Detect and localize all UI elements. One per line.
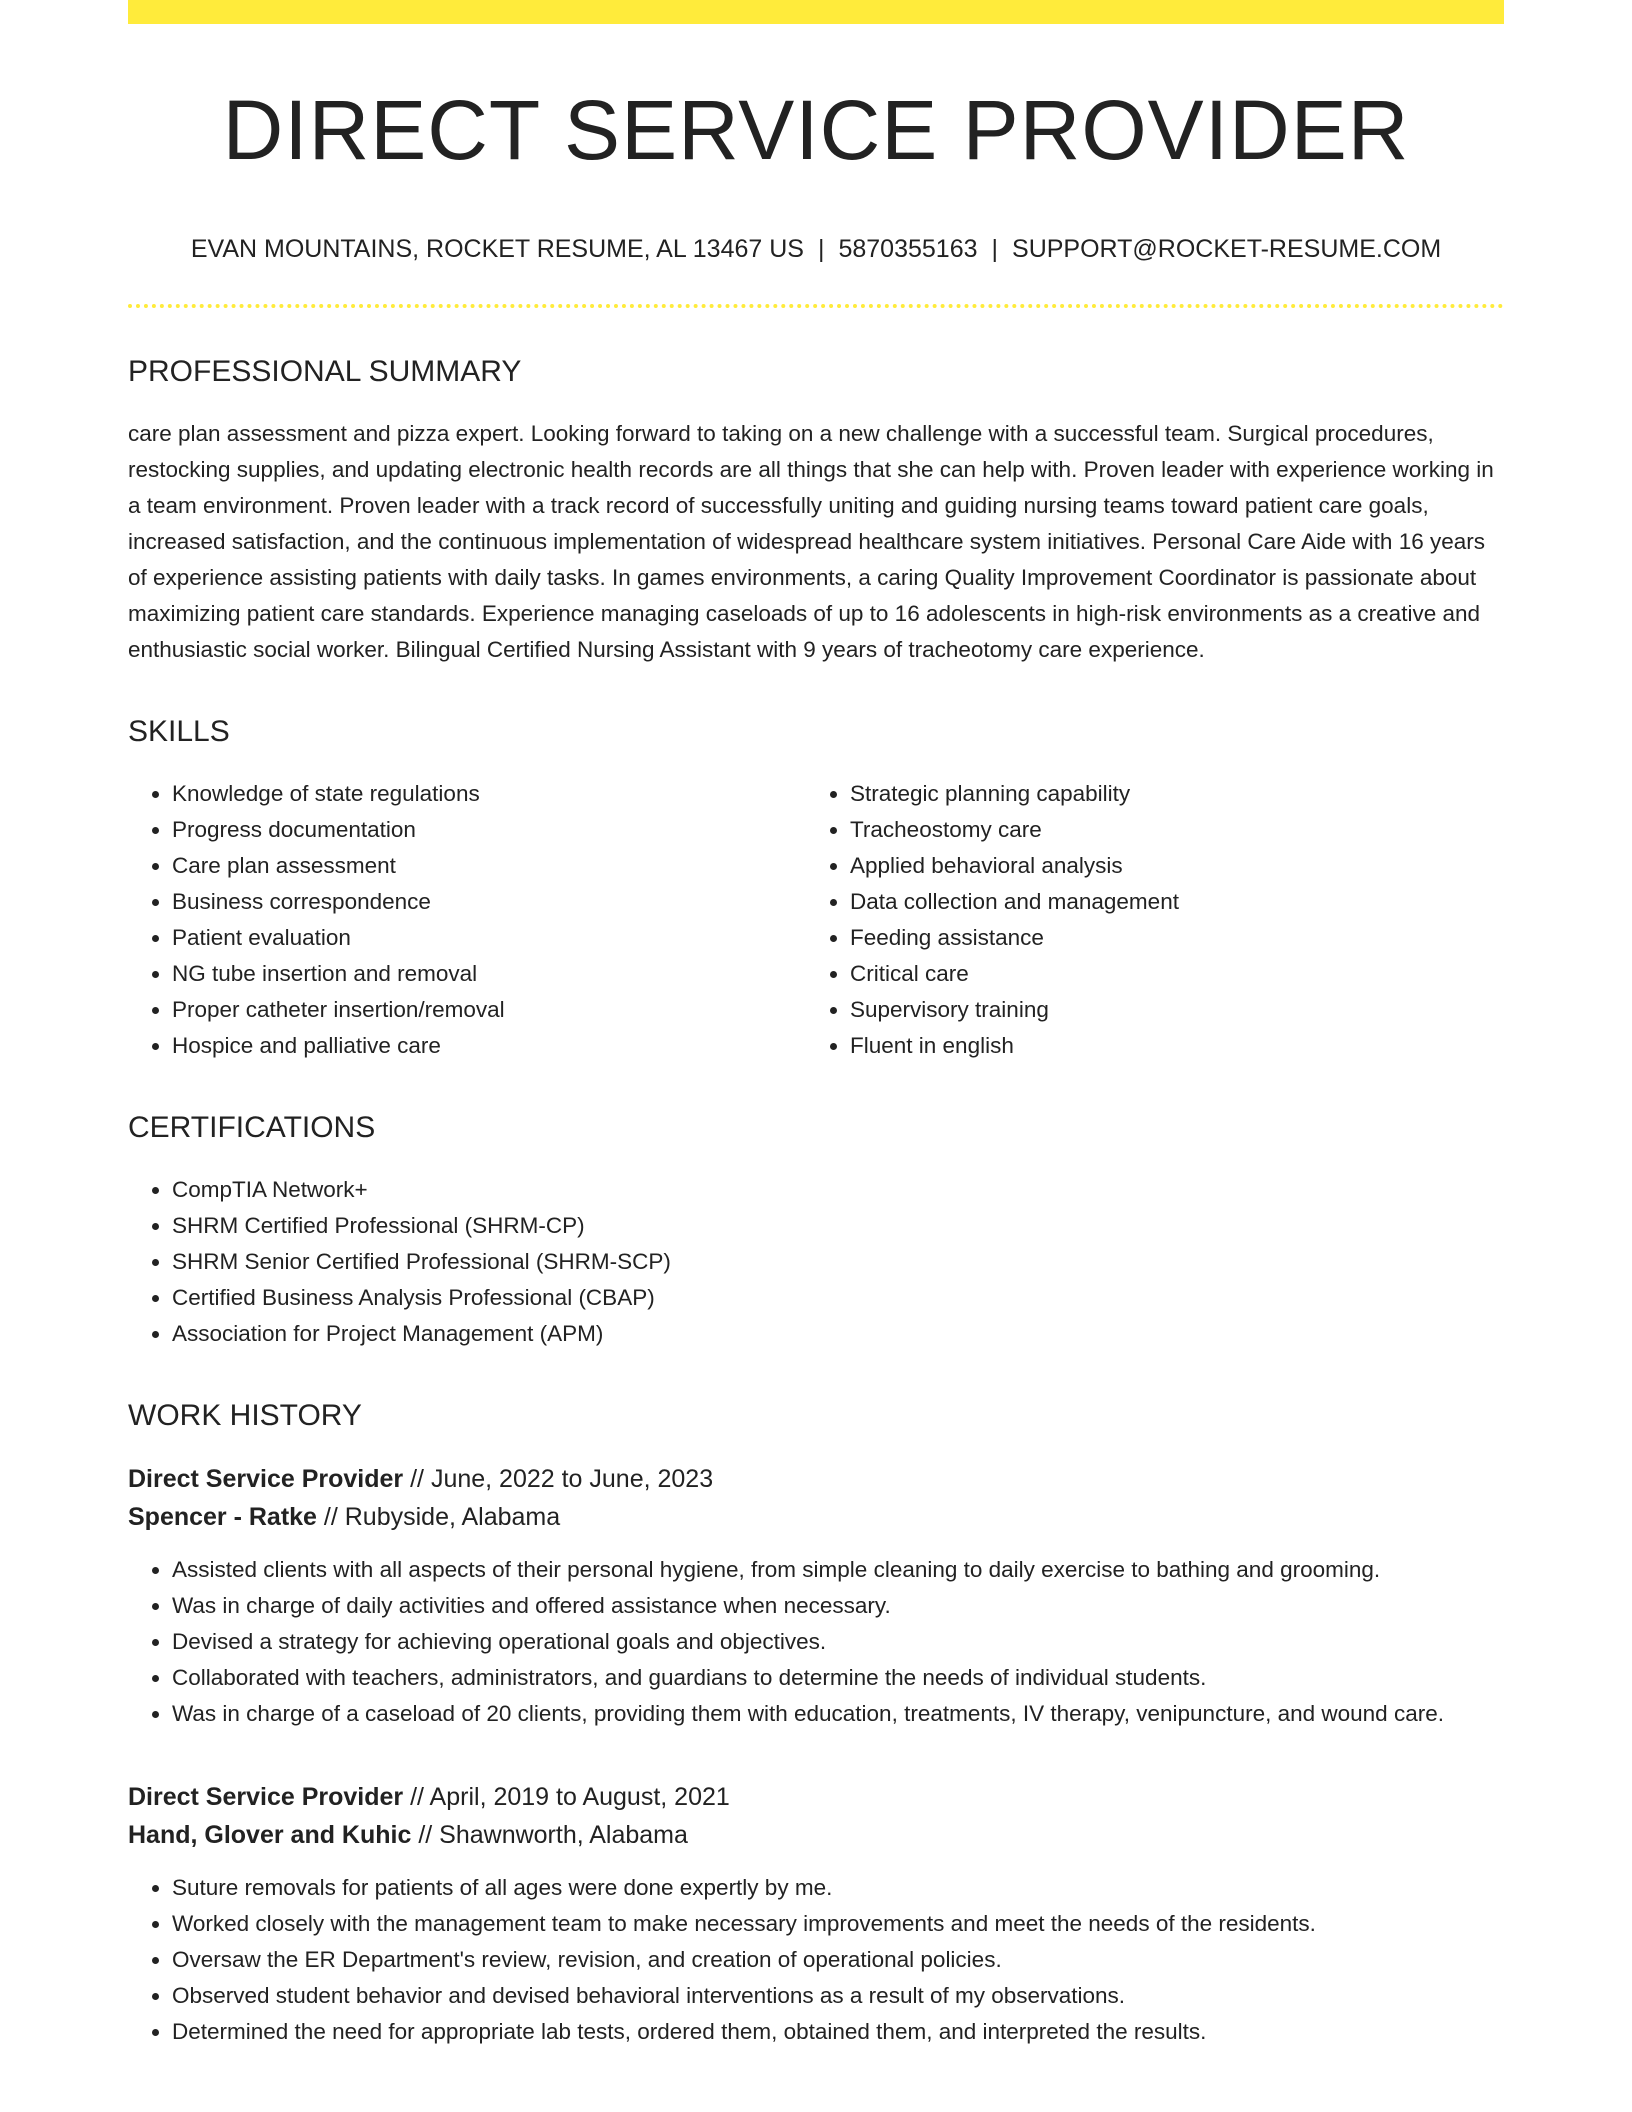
skill-item: • Tracheostomy care	[850, 812, 1484, 848]
job-duty-item: • Was in charge of daily activities and offered assistance when necessary.	[172, 1588, 1504, 1624]
job-duty-item: • Oversaw the ER Department's review, revision, and creation of operational policies.	[172, 1942, 1504, 1978]
certification-item: • CompTIA Network+	[172, 1172, 1504, 1208]
skills-column-right	[806, 776, 1484, 1064]
skills-list	[128, 776, 1504, 1064]
top-accent-bar	[128, 0, 1504, 24]
certifications-heading: CERTIFICATIONS	[128, 1110, 376, 1144]
job-title-line	[128, 1460, 1504, 1498]
skill-item: • Fluent in english	[850, 1028, 1484, 1064]
job-duty-item: • Assisted clients with all aspects of their personal hygiene, from simple cleaning to daily exercise to bathing and grooming.	[172, 1552, 1504, 1588]
skill-item: • NG tube insertion and removal	[172, 956, 806, 992]
skill-item: • Business correspondence	[172, 884, 806, 920]
job-entry	[128, 1460, 1504, 1732]
certification-item: • Certified Business Analysis Professional (CBAP)	[172, 1280, 1504, 1316]
skill-item: • Critical care	[850, 956, 1484, 992]
job-company: Spencer - Ratke	[128, 1502, 317, 1531]
job-duty-item: • Suture removals for patients of all ages were done expertly by me.	[172, 1870, 1504, 1906]
skill-item: • Care plan assessment	[172, 848, 806, 884]
skill-item: • Supervisory training	[850, 992, 1484, 1028]
contact-line	[128, 235, 1504, 264]
resume-title: DIRECT SERVICE PROVIDER	[222, 83, 1410, 177]
job-company-line	[128, 1816, 1504, 1854]
contact-separator: |	[817, 234, 825, 263]
skills-heading: SKILLS	[128, 714, 230, 748]
dotted-divider	[128, 304, 1504, 308]
certification-item: • Association for Project Management (APM)	[172, 1316, 1504, 1352]
skill-item: • Feeding assistance	[850, 920, 1484, 956]
job-company: Hand, Glover and Kuhic	[128, 1820, 412, 1849]
job-company-line	[128, 1498, 1504, 1536]
job-title-line	[128, 1778, 1504, 1816]
work-history-heading: WORK HISTORY	[128, 1398, 362, 1432]
job-location: // Shawnworth, Alabama	[411, 1820, 688, 1849]
resume-page	[128, 0, 1504, 2050]
job-location: // Rubyside, Alabama	[316, 1502, 561, 1531]
job-role: Direct Service Provider	[128, 1464, 404, 1493]
job-duty-item: • Worked closely with the management team to make necessary improvements and meet the needs of the residents.	[172, 1906, 1504, 1942]
skill-item: • Knowledge of state regulations	[172, 776, 806, 812]
summary-heading: PROFESSIONAL SUMMARY	[128, 354, 522, 388]
certification-item: • SHRM Certified Professional (SHRM-CP)	[172, 1208, 1504, 1244]
job-duty-item: • Was in charge of a caseload of 20 clients, providing them with education, treatments, IV therapy, venipuncture, and wound care.	[172, 1696, 1504, 1732]
contact-email: SUPPORT@ROCKET-RESUME.COM	[1012, 234, 1442, 263]
certification-item: • SHRM Senior Certified Professional (SHRM-SCP)	[172, 1244, 1504, 1280]
job-duty-item: • Determined the need for appropriate lab tests, ordered them, obtained them, and interpreted the results.	[172, 2014, 1504, 2050]
summary-text: care plan assessment and pizza expert. Looking forward to taking on a new challenge with a successful team. Surgical procedures, restocking supplies, and updating electronic health records are all things that she can help with. Proven leader with experience working in a team environment. Proven leader with a track record of successfully uniting and guiding nursing teams toward patient care goals, increased satisfaction, and the continuous implementation of widespread healthcare system initiatives. Personal Care Aide with 16 years of experience assisting patients with daily tasks. In games environments, a caring Quality Improvement Coordinator is passionate about maximizing patient care standards. Experience managing caseloads of up to 16 adolescents in high-risk environments as a creative and enthusiastic social worker. Bilingual Certified Nursing Assistant with 9 years of tracheotomy care experience.	[128, 420, 1494, 662]
contact-phone: 5870355163	[838, 234, 978, 263]
skill-item: • Strategic planning capability	[850, 776, 1484, 812]
job-duty-item: • Collaborated with teachers, administrators, and guardians to determine the needs of individual students.	[172, 1660, 1504, 1696]
job-duty-item: • Observed student behavior and devised behavioral interventions as a result of my observations.	[172, 1978, 1504, 2014]
job-role: Direct Service Provider	[128, 1782, 404, 1811]
contact-address: EVAN MOUNTAINS, ROCKET RESUME, AL 13467 US	[190, 234, 804, 263]
certifications-list	[128, 1172, 1504, 1352]
skill-item: • Applied behavioral analysis	[850, 848, 1484, 884]
skill-item: • Patient evaluation	[172, 920, 806, 956]
skill-item: • Proper catheter insertion/removal	[172, 992, 806, 1028]
job-duties	[128, 1552, 1504, 1732]
job-entry	[128, 1778, 1504, 2050]
job-duties	[128, 1870, 1504, 2050]
job-dates: // June, 2022 to June, 2023	[403, 1464, 714, 1493]
job-dates: // April, 2019 to August, 2021	[403, 1782, 730, 1811]
skill-item: • Hospice and palliative care	[172, 1028, 806, 1064]
skill-item: • Progress documentation	[172, 812, 806, 848]
skill-item: • Data collection and management	[850, 884, 1484, 920]
contact-separator: |	[991, 234, 999, 263]
job-duty-item: • Devised a strategy for achieving operational goals and objectives.	[172, 1624, 1504, 1660]
skills-column-left	[128, 776, 806, 1064]
